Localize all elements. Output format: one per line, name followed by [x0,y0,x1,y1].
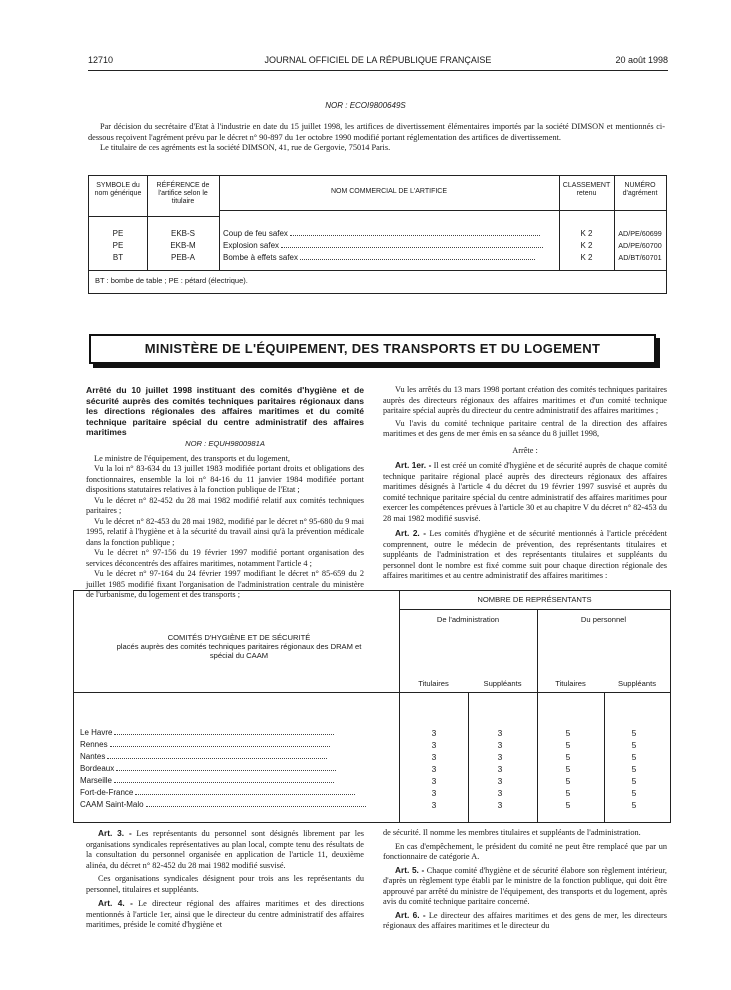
table-cell-p_s: 5 [631,728,637,738]
table-cell-a_s: 3 [497,776,503,786]
table-row-city [80,763,393,775]
arrete-label: Arrête : [512,445,538,455]
table-cell-p_s: 5 [631,776,637,786]
t1-row2-symbole: PE [112,241,124,250]
city-name: Fort-de-France [80,788,134,797]
table-cell-a_s: 3 [497,752,503,762]
city-name: Nantes [80,752,106,761]
left-para-3: Vu le décret n° 82-452 du 28 mai 1982 modifié relatif aux comités techniques paritaires ; [86,495,364,515]
left-para-1: Le ministre de l'équipement, des transports et du logement, [94,453,290,463]
table-cell-a_t: 3 [431,728,437,738]
left-para-5: Vu le décret n° 97-156 du 19 février 1997 modifié portant organisation des services déconcentrés des affaires maritimes, notamment l'article 4 ; [86,548,364,568]
t1-row1-nom: Coup de feu safex [223,228,553,240]
table-row-city [80,739,393,751]
city-name: Rennes [80,740,108,749]
table-row-city [80,799,393,811]
table-cell-a_t: 3 [431,776,437,786]
t1-row2-reference: EKB-M [170,241,196,250]
table-cell-a_s: 3 [497,764,503,774]
bottom-right-p2: En cas d'empêchement, le président du comité ne peut être remplacé que par un fonctionnaire de catégorie A. [383,841,667,861]
left-para-4: Vu le décret n° 82-453 du 28 mai 1982, modifié par le décret n° 95-680 du 9 mai 1995, relatif à l'hygiène et à la sécurité du travail ainsi qu'à la prévention médicale dans la fonction publique ; [86,516,364,547]
page-header [88,55,668,69]
table-cell-p_t: 5 [565,776,571,786]
t2-pers-suppleants: Suppléants [618,679,656,688]
t2-admin-titulaires: Titulaires [418,679,449,688]
col-nom: NOM COMMERCIAL DE L'ARTIFICE [219,176,559,211]
city-name: Marseille [80,776,113,785]
table-cell-p_s: 5 [631,800,637,810]
table-row-city [80,727,393,739]
bottom-right-column [383,828,667,932]
article-4: Art. 4. - Le directeur régional des affaires maritimes et des directions mentionnés à l'article 1er, ainsi que le directeur du centre administratif des affaires maritimes, préside le comité d'hygiène et [86,898,365,929]
table-cell-a_t: 3 [431,788,437,798]
table-cell-p_s: 5 [631,788,637,798]
table-row-city [80,787,393,799]
col-reference: RÉFÉRENCE de l'artifice selon le titulaire [147,176,219,217]
article-5: Art. 5. - Chaque comité d'hygiène et de sécurité élabore son règlement intérieur, d'après un règlement type établi par le ministre de la fonction publique, qui doit être approuvé par arrêté du ministre de l'équipement, des transports et du logement, après avis du comité technique paritaire concerné. [383,864,667,906]
table-cell-p_s: 5 [631,752,637,762]
t2-nombre-header: NOMBRE DE REPRÉSENTANTS [477,595,592,604]
t1-row3-reference: PEB-A [170,253,195,262]
journal-title: JOURNAL OFFICIEL DE LA RÉPUBLIQUE FRANÇAISE [264,55,492,65]
t2-admin-suppleants: Suppléants [483,679,522,688]
representatives-table [73,590,671,823]
t1-row1-classement: K 2 [580,229,593,238]
article-1: Art. 1er. - Il est créé un comité d'hygiène et de sécurité auprès de chaque comité technique paritaire régional placé auprès des directeurs régionaux des affaires maritimes désignés à l'article 4 du décret du 19 février 1997 susvisé et auprès du comité technique paritaire spécial du centre administratif des affaires maritimes pour exercer les compétences prévues à l'article 30 et au chapitre V du décret n° 82-453 du 28 mai 1982 modifié susvisé. [383,460,667,523]
table-cell-a_s: 3 [497,728,503,738]
right-column [383,385,667,582]
table-cell-p_t: 5 [565,800,571,810]
table-cell-p_t: 5 [565,764,571,774]
article-6: Art. 6. - Le directeur des affaires maritimes et des gens de mer, les directeurs régionaux des affaires maritimes et le directeur du [383,909,667,930]
left-para-2: Vu la loi n° 83-634 du 13 juillet 1983 modifiée portant droits et obligations des fonctionnaires, ensemble la loi n° 84-16 du 11 janvier 1984 modifiée portant dispositions statutaires relatives à la fonction publique de l'Etat ; [86,464,364,494]
col-symbole: SYMBOLE du nom générique [89,176,147,217]
table-cell-p_t: 5 [565,728,571,738]
intro-p2: Le titulaire de ces agréments est la société DIMSON, 41, rue de Gergovie, 75014 Paris. [100,143,391,152]
right-para-1: Vu les arrêtés du 13 mars 1998 portant création des comités techniques paritaires auprès des directeurs régionaux des affaires maritimes et d'un comité technique paritaire spécial auprès du directeur du centre administratif des affaires maritimes ; [383,385,667,415]
t1-row3-symbole: BT [112,253,124,262]
table-cell-a_t: 3 [431,764,437,774]
t1-row1-numero: AD/PE/60699 [618,229,662,238]
t1-row2-classement: K 2 [580,241,593,250]
table-cell-p_s: 5 [631,740,637,750]
issue-date: 20 août 1998 [615,55,668,65]
arrete-title: Arrêté du 10 juillet 1998 instituant des comités d'hygiène et de sécurité auprès des comités techniques paritaires régionaux dans les directions régionales des affaires maritimes et du comité technique paritaire spécial du centre administratif des affaires maritimes [86,385,364,437]
left-para-6: Vu le décret n° 97-164 du 24 février 1997 modifiant le décret n° 85-659 du 2 juillet 1985 modifié fixant l'organisation de l'administration centrale du ministère de l'urbanisme, du logement et des transports ; [86,569,364,599]
table-cell-p_t: 5 [565,752,571,762]
t1-row2-numero: AD/PE/60700 [618,241,662,250]
table-row-city [80,751,393,763]
col-numero: NUMÉRO d'agrément [614,176,666,211]
table-cell-p_t: 5 [565,788,571,798]
t1-row3-nom: Bombe à effets safex [223,252,553,264]
table-cell-p_t: 5 [565,740,571,750]
arrete-nor: NOR : EQUH9800981A [185,438,265,448]
t2-title: COMITÉS D'HYGIÈNE ET DE SÉCURITÉ [167,633,311,642]
page-number: 12710 [88,55,114,65]
intro-p1: Par décision du secrétaire d'Etat à l'industrie en date du 15 juillet 1998, les artifices de divertissement élémentaires importés par la société DIMSON et mentionnés ci-dessous reçoivent l'agrément prévu par le décret n° 90-897 du 1er octobre 1990 modifié portant réglementation des artifices de divertissement. [88,122,665,142]
table-cell-a_t: 3 [431,740,437,750]
intro-paragraph [88,122,665,154]
city-name: Bordeaux [80,764,115,773]
table-cell-a_t: 3 [431,800,437,810]
table-cell-a_t: 3 [431,752,437,762]
nor-reference: NOR : ECOI9800649S [325,101,406,110]
table-cell-p_s: 5 [631,764,637,774]
t1-row1-reference: EKB-S [170,229,195,238]
bottom-left-column [86,828,364,931]
t2-subtitle: placés auprès des comités techniques paritaires régionaux des DRAM et spécial du CAAM [116,642,362,660]
table-cell-a_s: 3 [497,800,503,810]
article-3-p2: Ces organisations syndicales désignent pour trois ans les représentants du personnel, titulaires et suppléants. [86,874,364,894]
t1-row3-numero: AD/BT/60701 [618,253,662,262]
table-row-city [80,775,393,787]
t1-footnote: BT : bombe de table ; PE : pétard (électrique). [89,270,666,293]
left-column [86,385,364,601]
header-rule [88,70,668,71]
table-cell-a_s: 3 [497,740,503,750]
city-name: Le Havre [80,728,113,737]
ministry-banner: MINISTÈRE DE L'ÉQUIPEMENT, DES TRANSPORTS ET DU LOGEMENT [89,334,656,364]
city-name: CAAM Saint-Malo [80,800,144,809]
right-para-2: Vu l'avis du comité technique paritaire central de la direction des affaires maritimes et des gens de mer émis en sa séance du 8 juillet 1998, [383,418,667,438]
t1-row3-classement: K 2 [580,253,593,262]
t2-pers-titulaires: Titulaires [555,679,586,688]
article-2: Art. 2. - Les comités d'hygiène et de sécurité mentionnés à l'article précédent comprennent, outre le médecin de prévention, des représentants titulaires et suppléants de l'administration et des représentants titulaires et suppléants du personnel dont le nombre est fixé comme suit pour chaque direction régionale des affaires maritimes et au centre administratif des affaires maritimes : [383,528,667,580]
article-3: Art. 3. - Les représentants du personnel sont désignés librement par les organisations syndicales représentatives au plan local, compte tenu des résultats de la consultation du personnel organisée en application de l'article 11, deuxième alinéa, du décret n° 82-452 du 28 mai 1982 modifié susvisé. [86,828,364,870]
t1-row1-symbole: PE [112,229,124,238]
t2-title-block [114,633,364,660]
t2-admin-header: De l'administration [436,615,500,624]
bottom-right-p1: de sécurité. Il nomme les membres titulaires et suppléants de l'administration. [383,828,641,837]
t1-row2-nom: Explosion safex [223,240,553,252]
agreement-table [88,175,667,294]
table-cell-a_s: 3 [497,788,503,798]
col-classement: CLASSEMENT retenu [559,176,614,211]
t2-personnel-header: Du personnel [580,615,627,624]
